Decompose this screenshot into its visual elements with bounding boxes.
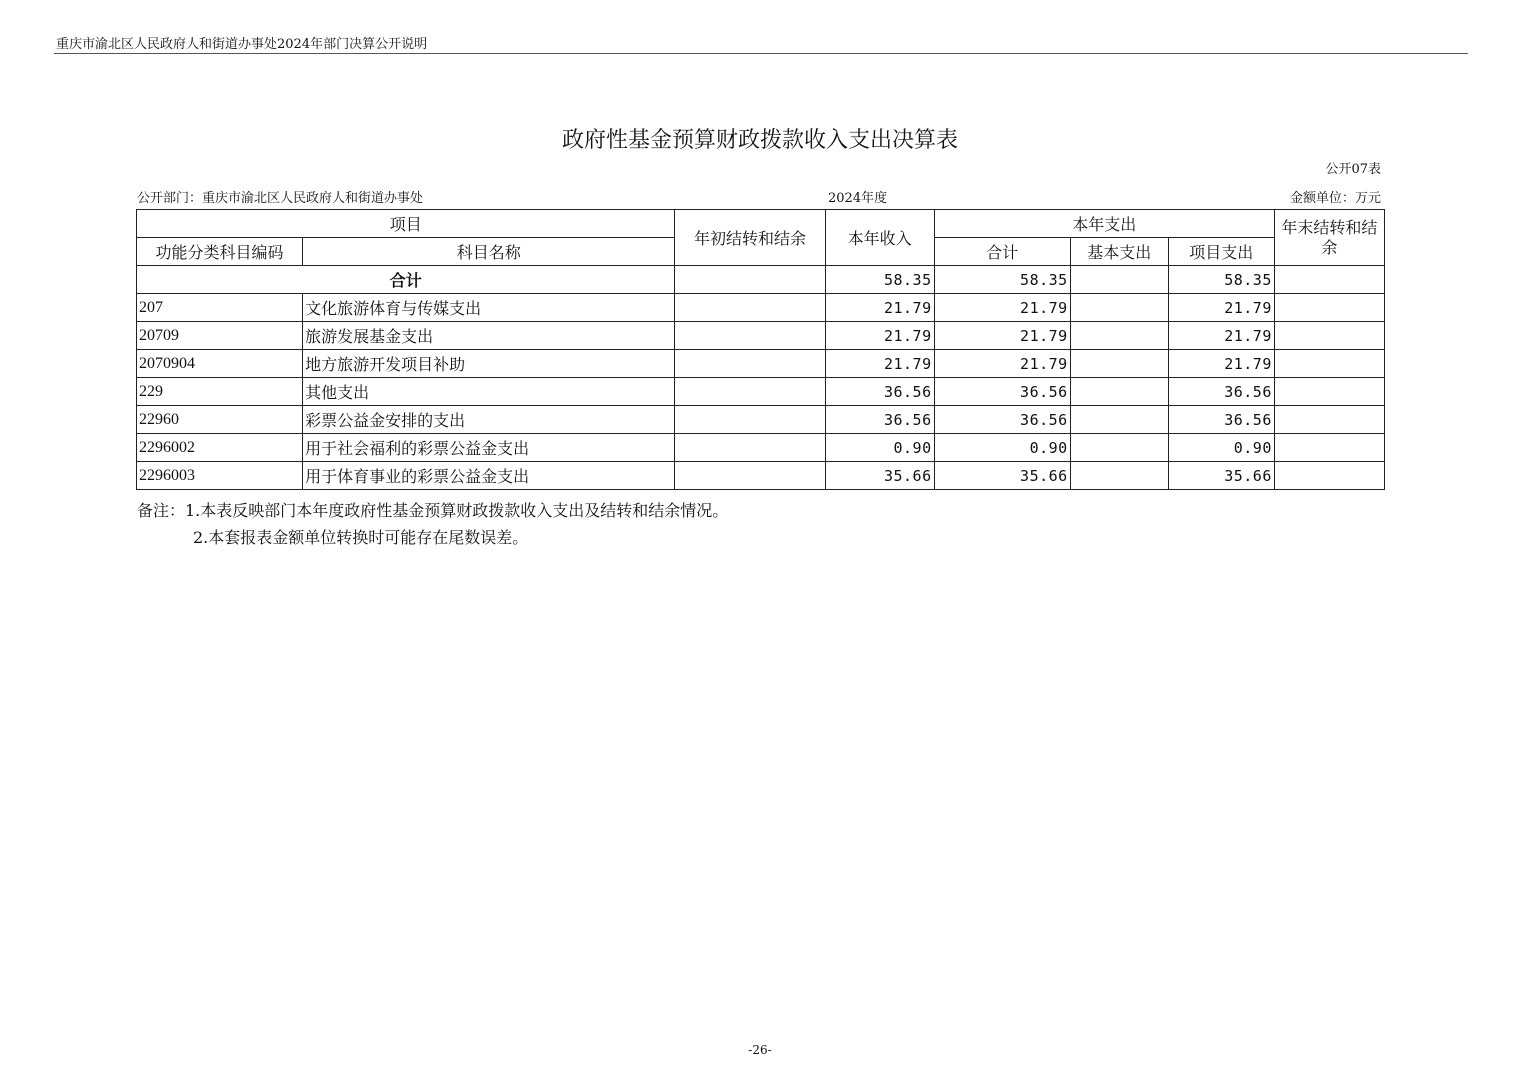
row-code: 207: [137, 294, 303, 322]
row-expense-total: 36.56: [934, 406, 1070, 434]
total-project: 58.35: [1168, 266, 1274, 294]
row-closing: [1274, 462, 1384, 490]
table-row: [137, 378, 1385, 406]
row-expense-total: 36.56: [934, 378, 1070, 406]
header-project-expense: 项目支出: [1168, 238, 1274, 266]
fiscal-year-label: 2024年度: [828, 191, 888, 206]
table-row: [137, 406, 1385, 434]
page-number: -26-: [748, 1043, 772, 1057]
fund-budget-table: [136, 209, 1385, 490]
table-row: [137, 462, 1385, 490]
header-expense-total: 合计: [934, 238, 1070, 266]
row-closing: [1274, 350, 1384, 378]
row-code: 22960: [137, 406, 303, 434]
note-line-1: 备注：1.本表反映部门本年度政府性基金预算财政拨款收入支出及结转和结余情况。: [137, 501, 729, 520]
row-closing: [1274, 322, 1384, 350]
total-row: [137, 266, 1385, 294]
department-label: 公开部门：重庆市渝北区人民政府人和街道办事处: [137, 191, 424, 206]
row-expense-total: 0.90: [934, 434, 1070, 462]
row-name: 彩票公益金安排的支出: [303, 406, 675, 434]
row-opening: [675, 378, 825, 406]
table-row: [137, 294, 1385, 322]
row-basic: [1070, 406, 1168, 434]
row-income: 21.79: [825, 322, 934, 350]
row-income: 36.56: [825, 378, 934, 406]
total-opening: [675, 266, 825, 294]
total-label: 合计: [137, 266, 675, 294]
row-project: 21.79: [1168, 350, 1274, 378]
row-project: 36.56: [1168, 406, 1274, 434]
row-project: 21.79: [1168, 322, 1274, 350]
notes: [137, 497, 728, 551]
row-name: 其他支出: [303, 378, 675, 406]
row-income: 21.79: [825, 294, 934, 322]
row-project: 36.56: [1168, 378, 1274, 406]
row-expense-total: 21.79: [934, 322, 1070, 350]
row-closing: [1274, 294, 1384, 322]
table-row: [137, 434, 1385, 462]
header-basic-expense: 基本支出: [1070, 238, 1168, 266]
total-income: 58.35: [825, 266, 934, 294]
row-income: 21.79: [825, 350, 934, 378]
header-row-1: [137, 210, 1385, 238]
amount-unit-label: 金额单位：万元: [1289, 191, 1381, 206]
row-project: 21.79: [1168, 294, 1274, 322]
row-code: 2070904: [137, 350, 303, 378]
row-expense-total: 21.79: [934, 350, 1070, 378]
row-name: 旅游发展基金支出: [303, 322, 675, 350]
row-basic: [1070, 350, 1168, 378]
row-basic: [1070, 322, 1168, 350]
row-opening: [675, 322, 825, 350]
row-project: 0.90: [1168, 434, 1274, 462]
row-opening: [675, 434, 825, 462]
row-opening: [675, 406, 825, 434]
row-closing: [1274, 406, 1384, 434]
row-closing: [1274, 378, 1384, 406]
row-closing: [1274, 434, 1384, 462]
row-name: 用于体育事业的彩票公益金支出: [303, 462, 675, 490]
row-expense-total: 21.79: [934, 294, 1070, 322]
table-row: [137, 322, 1385, 350]
header-expense: 本年支出: [934, 210, 1274, 238]
header-item: 项目: [137, 210, 675, 238]
row-project: 35.66: [1168, 462, 1274, 490]
header-closing-balance: 年末结转和结余: [1274, 210, 1384, 266]
row-basic: [1070, 434, 1168, 462]
row-income: 36.56: [825, 406, 934, 434]
table-number: 公开07表: [1325, 162, 1381, 177]
row-basic: [1070, 378, 1168, 406]
header-rule: [54, 53, 1468, 54]
row-code: 229: [137, 378, 303, 406]
table-row: [137, 350, 1385, 378]
total-basic: [1070, 266, 1168, 294]
row-name: 地方旅游开发项目补助: [303, 350, 675, 378]
total-closing: [1274, 266, 1384, 294]
row-opening: [675, 462, 825, 490]
header-income: 本年收入: [825, 210, 934, 266]
row-name: 文化旅游体育与传媒支出: [303, 294, 675, 322]
running-title: 重庆市渝北区人民政府人和街道办事处2024年部门决算公开说明: [56, 37, 428, 52]
row-opening: [675, 294, 825, 322]
row-expense-total: 35.66: [934, 462, 1070, 490]
row-basic: [1070, 294, 1168, 322]
header-code: 功能分类科目编码: [137, 238, 303, 266]
document-title: 政府性基金预算财政拨款收入支出决算表: [561, 128, 958, 153]
row-opening: [675, 350, 825, 378]
row-code: 20709: [137, 322, 303, 350]
row-name: 用于社会福利的彩票公益金支出: [303, 434, 675, 462]
row-basic: [1070, 462, 1168, 490]
row-code: 2296002: [137, 434, 303, 462]
row-income: 0.90: [825, 434, 934, 462]
total-expense: 58.35: [934, 266, 1070, 294]
row-income: 35.66: [825, 462, 934, 490]
row-code: 2296003: [137, 462, 303, 490]
note-line-2: 2.本套报表金额单位转换时可能存在尾数误差。: [193, 528, 529, 547]
header-opening-balance: 年初结转和结余: [675, 210, 825, 266]
header-name: 科目名称: [303, 238, 675, 266]
